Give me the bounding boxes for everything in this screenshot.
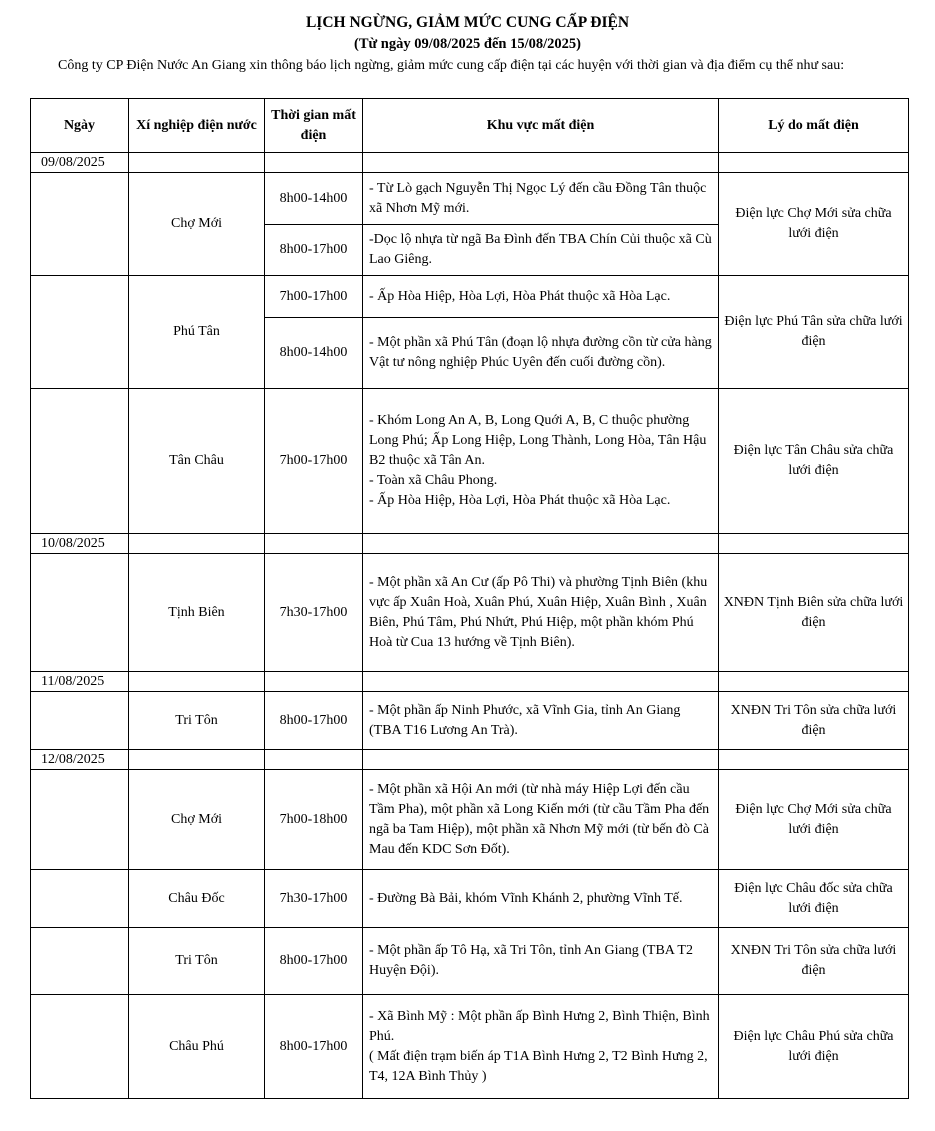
empty-cell xyxy=(719,672,909,692)
date-blank-cell xyxy=(31,995,129,1099)
table-row xyxy=(31,995,909,1099)
enterprise-cell: Châu Phú xyxy=(129,995,265,1099)
table-row xyxy=(31,770,909,870)
reason-cell: XNĐN Tri Tôn sửa chữa lưới điện xyxy=(719,928,909,995)
reason-cell: Điện lực Châu đốc sửa chữa lưới điện xyxy=(719,870,909,928)
date-row xyxy=(31,672,909,692)
date-row xyxy=(31,534,909,554)
area-line: - Một phần ấp Tô Hạ, xã Tri Tôn, tỉnh An Giang (TBA T2 Huyện Đội). xyxy=(369,943,693,978)
date-row xyxy=(31,750,909,770)
area-line: - Ấp Hòa Hiệp, Hòa Lợi, Hòa Phát thuộc xã Hòa Lạc. xyxy=(369,288,671,304)
empty-cell xyxy=(265,534,363,554)
reason-cell: Điện lực Phú Tân sửa chữa lưới điện xyxy=(719,276,909,389)
empty-cell xyxy=(265,672,363,692)
empty-cell xyxy=(363,153,719,173)
area-cell xyxy=(363,225,719,276)
empty-cell xyxy=(719,534,909,554)
area-cell xyxy=(363,554,719,672)
column-header-time: Thời gian mất điện xyxy=(265,99,363,153)
page-subtitle: (Từ ngày 09/08/2025 đến 15/08/2025) xyxy=(353,36,582,52)
table-row xyxy=(31,692,909,750)
date-row xyxy=(31,153,909,173)
enterprise-cell: Chợ Mới xyxy=(129,173,265,276)
table-header-row xyxy=(31,99,909,153)
area-line: - Xã Bình Mỹ : Một phần ấp Bình Hưng 2, Bình Thiện, Bình Phú. xyxy=(369,1008,710,1044)
area-cell xyxy=(363,928,719,995)
time-cell: 7h00-18h00 xyxy=(265,770,363,870)
enterprise-cell: Chợ Mới xyxy=(129,770,265,870)
reason-cell: Điện lực Châu Phú sửa chữa lưới điện xyxy=(719,995,909,1099)
time-cell: 8h00-14h00 xyxy=(265,173,363,225)
area-cell xyxy=(363,870,719,928)
area-line: - Khóm Long An A, B, Long Quới A, B, C thuộc phường Long Phú; Ấp Long Hiệp, Long Thành, Long Hòa, Tân Hậu B2 thuộc xã Tân An. xyxy=(369,413,707,468)
outage-schedule-table xyxy=(30,98,909,1099)
empty-cell xyxy=(719,153,909,173)
area-cell xyxy=(363,995,719,1099)
area-line: - Toàn xã Châu Phong. xyxy=(369,473,498,488)
empty-cell xyxy=(129,672,265,692)
empty-cell xyxy=(265,750,363,770)
column-header-date: Ngày xyxy=(31,99,129,153)
enterprise-cell: Tân Châu xyxy=(129,389,265,534)
area-line: - Đường Bà Bải, khóm Vĩnh Khánh 2, phường Vĩnh Tế. xyxy=(369,890,683,906)
time-cell: 7h00-17h00 xyxy=(265,389,363,534)
date-blank-cell xyxy=(31,870,129,928)
area-line: ( Mất điện trạm biến áp T1A Bình Hưng 2, T2 Bình Hưng 2, T4, 12A Bình Thủy ) xyxy=(369,1048,708,1084)
reason-cell: Điện lực Chợ Mới sửa chữa lưới điện xyxy=(719,173,909,276)
intro-paragraph: Công ty CP Điện Nước An Giang xin thông báo lịch ngừng, giảm mức cung cấp điện tại các huyện với thời gian và địa điểm cụ thể như sau: xyxy=(58,58,845,73)
area-line: - Một phần xã Phú Tân (đoạn lộ nhựa đường cồn từ cửa hàng Vật tư nông nghiệp Phúc Uyên đến cuối đường cồn). xyxy=(369,335,712,370)
area-cell xyxy=(363,692,719,750)
table-row xyxy=(31,276,909,318)
date-cell: 12/08/2025 xyxy=(31,750,129,770)
empty-cell xyxy=(129,153,265,173)
empty-cell xyxy=(363,750,719,770)
reason-cell: Điện lực Tân Châu sửa chữa lưới điện xyxy=(719,389,909,534)
area-cell xyxy=(363,770,719,870)
empty-cell xyxy=(265,153,363,173)
empty-cell xyxy=(129,534,265,554)
time-cell: 8h00-17h00 xyxy=(265,928,363,995)
area-cell xyxy=(363,389,719,534)
enterprise-cell: Phú Tân xyxy=(129,276,265,389)
empty-cell xyxy=(363,672,719,692)
enterprise-cell: Tri Tôn xyxy=(129,692,265,750)
date-blank-cell xyxy=(31,692,129,750)
area-line: - Ấp Hòa Hiệp, Hòa Lợi, Hòa Phát thuộc xã Hòa Lạc. xyxy=(369,493,671,508)
time-cell: 7h30-17h00 xyxy=(265,870,363,928)
table-row xyxy=(31,554,909,672)
date-blank-cell xyxy=(31,770,129,870)
date-blank-cell xyxy=(31,389,129,534)
time-cell: 8h00-17h00 xyxy=(265,225,363,276)
column-header-reason: Lý do mất điện xyxy=(719,99,909,153)
time-cell: 7h30-17h00 xyxy=(265,554,363,672)
enterprise-cell: Châu Đốc xyxy=(129,870,265,928)
time-cell: 7h00-17h00 xyxy=(265,276,363,318)
time-cell: 8h00-17h00 xyxy=(265,995,363,1099)
date-blank-cell xyxy=(31,928,129,995)
reason-cell: XNĐN Tri Tôn sửa chữa lưới điện xyxy=(719,692,909,750)
area-line: - Một phần xã Hội An mới (từ nhà máy Hiệp Lợi đến cầu Tầm Pha), một phần xã Long Kiến mới (từ cầu Tầm Pha đến ngã ba Tam Hiệp), một phần xã Nhơn Mỹ mới (từ bến đò Cà Mau đến KDC Sơn Đốt). xyxy=(369,781,710,857)
time-cell: 8h00-14h00 xyxy=(265,318,363,389)
area-line: - Một phần xã An Cư (ấp Pô Thi) và phường Tịnh Biên (khu vực ấp Xuân Hoà, Xuân Phú, Xuân Hiệp, Xuân Bình , Xuân Biên, Phú Tâm, Phú Nhứt, Phú Hiệp, một phần khóm Phú Hoà từ Cua 13 hướng về Tịnh Biên). xyxy=(369,574,708,650)
date-blank-cell xyxy=(31,276,129,389)
date-cell: 11/08/2025 xyxy=(31,672,129,692)
reason-cell: Điện lực Chợ Mới sửa chữa lưới điện xyxy=(719,770,909,870)
table-body xyxy=(31,153,909,1099)
date-blank-cell xyxy=(31,554,129,672)
time-cell: 8h00-17h00 xyxy=(265,692,363,750)
area-cell xyxy=(363,173,719,225)
reason-cell: XNĐN Tịnh Biên sửa chữa lưới điện xyxy=(719,554,909,672)
page-title: LỊCH NGỪNG, GIẢM MỨC CUNG CẤP ĐIỆN xyxy=(305,14,630,31)
enterprise-cell: Tri Tôn xyxy=(129,928,265,995)
date-blank-cell xyxy=(31,173,129,276)
area-line: -Dọc lộ nhựa từ ngã Ba Đình đến TBA Chín Củi thuộc xã Cù Lao Giêng. xyxy=(369,232,712,267)
area-cell xyxy=(363,318,719,389)
table-row xyxy=(31,870,909,928)
date-cell: 10/08/2025 xyxy=(31,534,129,554)
table-row xyxy=(31,173,909,225)
empty-cell xyxy=(129,750,265,770)
area-line: - Một phần ấp Ninh Phước, xã Vĩnh Gia, tỉnh An Giang (TBA T16 Lương An Trà). xyxy=(369,702,681,738)
empty-cell xyxy=(719,750,909,770)
table-row xyxy=(31,389,909,534)
date-cell: 09/08/2025 xyxy=(31,153,129,173)
area-cell xyxy=(363,276,719,318)
empty-cell xyxy=(363,534,719,554)
area-line: - Từ Lò gạch Nguyễn Thị Ngọc Lý đến cầu Đồng Tân thuộc xã Nhơn Mỹ mới. xyxy=(369,180,707,216)
table-row xyxy=(31,928,909,995)
column-header-enterprise: Xí nghiệp điện nước xyxy=(129,99,265,153)
column-header-area: Khu vực mất điện xyxy=(363,99,719,153)
enterprise-cell: Tịnh Biên xyxy=(129,554,265,672)
